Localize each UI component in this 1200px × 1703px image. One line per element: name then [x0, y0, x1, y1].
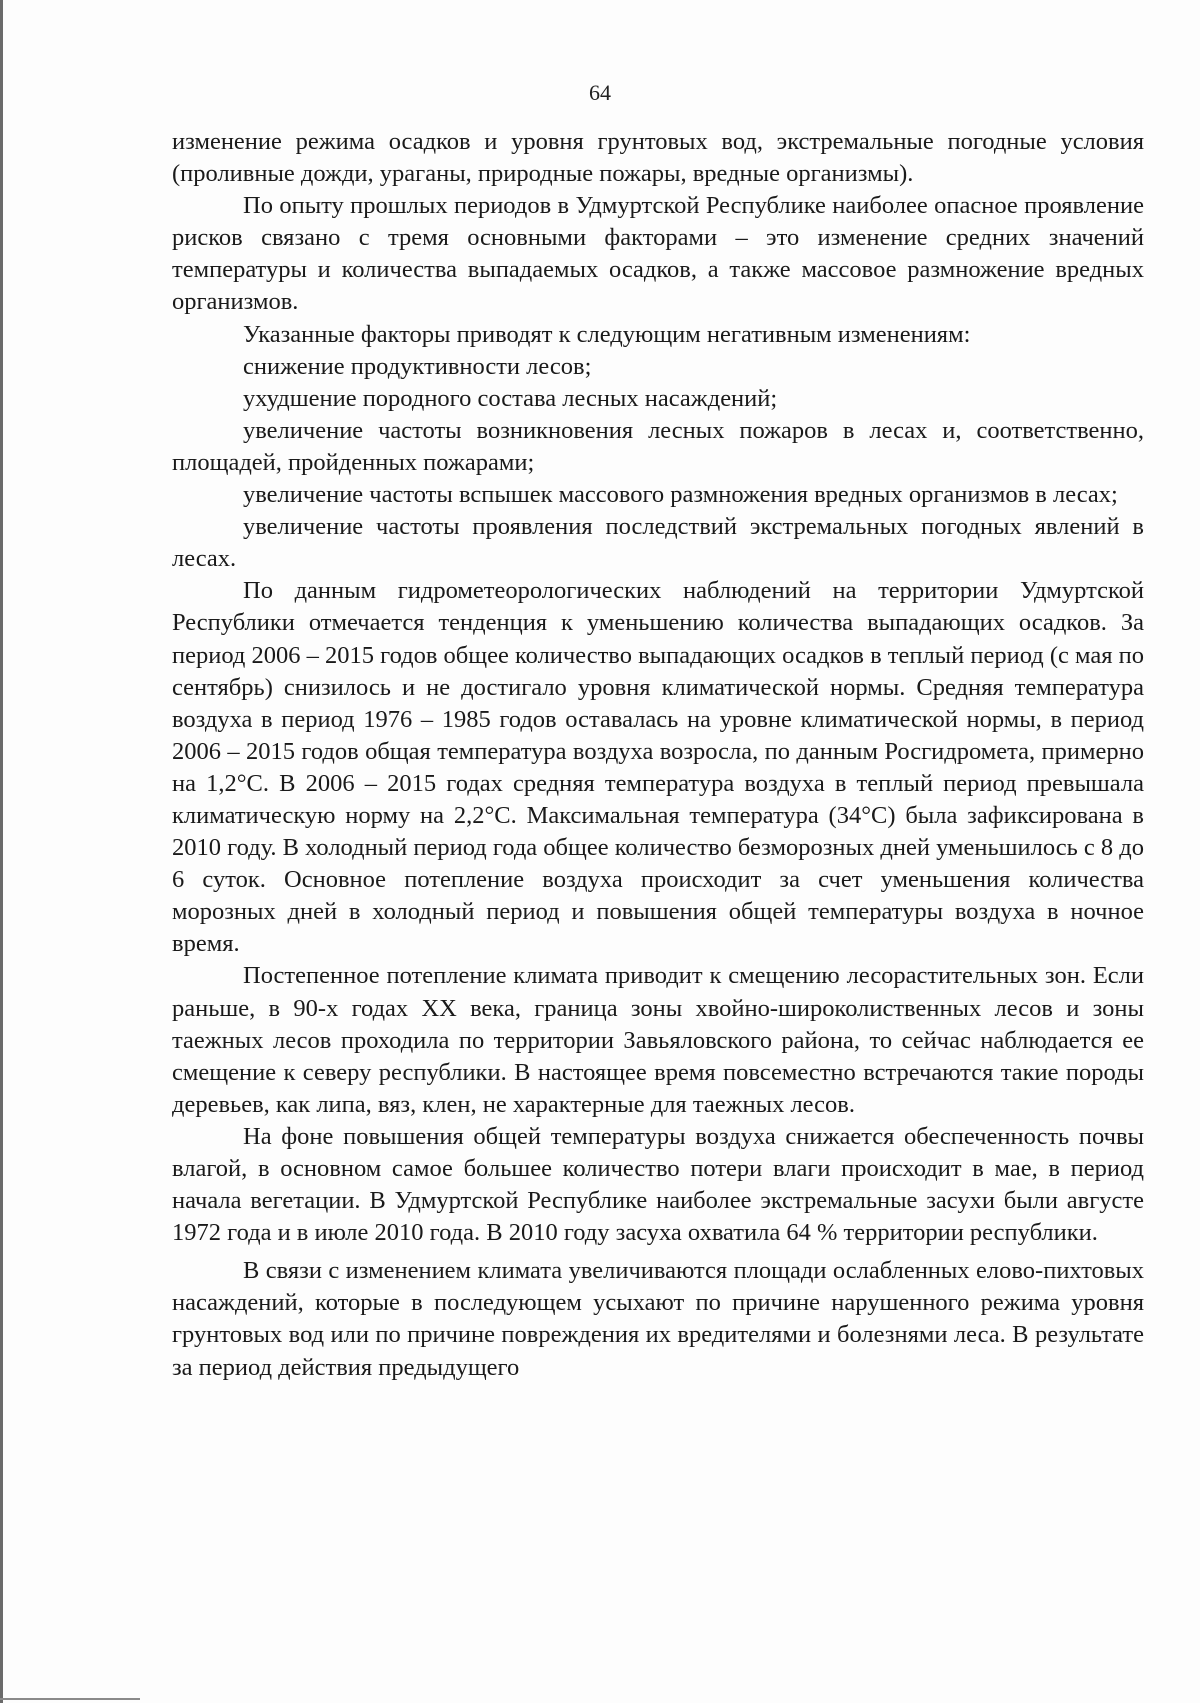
paragraph: По данным гидрометеорологических наблюдений на территории Удмуртской Республики отмечается тенденция к уменьшению количества выпадающих осадков. За период 2006 – 2015 годов общее количество выпадающих осадков в теплый период (с мая по сентябрь) снизилось и не достигало уровня климатической нормы. Средняя температура воздуха в период 1976 – 1985 годов оставалась на уровне климатической нормы, в период 2006 – 2015 годов общая температура воздуха возросла, по данным Росгидромета, примерно на 1,2°С. В 2006 – 2015 годах средняя температура воздуха в теплый период превышала климатическую норму на 2,2°С. Максимальная температура (34°С) была зафиксирована в 2010 году. В холодный период года общее количество безморозных дней уменьшилось с 8 до 6 суток. Основное потепление воздуха происходит за счет уменьшения количества морозных дней в холодный период и повышения общей температуры воздуха в ночное время.: [172, 577, 1144, 958]
paragraph: изменение режима осадков и уровня грунтовых вод, экстремальные погодные условия (проливные дожди, ураганы, природные пожары, вредные организмы).: [172, 128, 1144, 188]
paragraph: Указанные факторы приводят к следующим негативным изменениям:: [243, 320, 971, 348]
paragraph: В связи с изменением климата увеличиваются площади ослабленных елово-пихтовых насаждений, которые в последующем усыхают по причине нарушенного режима уровня грунтовых вод или по причине повреждения их вредителями и болезнями леса. В результате за период действия предыдущего: [172, 1257, 1144, 1381]
scan-edge-left: [0, 0, 3, 1703]
body-text: [172, 126, 1144, 1384]
list-item: увеличение частоты проявления последствий экстремальных погодных явлений в лесах.: [172, 513, 1144, 573]
paragraph: На фоне повышения общей температуры воздуха снижается обеспеченность почвы влагой, в основном самое большее количество потери влаги происходит в мае, в период начала вегетации. В Удмуртской Республике наиболее экстремальные засухи были августе 1972 года и в июле 2010 года. В 2010 году засуха охватила 64 % территории республики.: [172, 1122, 1144, 1247]
page-number: 64: [589, 80, 611, 105]
list-item: снижение продуктивности лесов;: [243, 352, 592, 380]
scan-edge-bottom: [0, 1698, 140, 1700]
list-item: ухудшение породного состава лесных насаждений;: [243, 384, 778, 412]
list-item: увеличение частоты возникновения лесных пожаров в лесах и, соответственно, площадей, пройденных пожарами;: [172, 416, 1144, 476]
paragraph: По опыту прошлых периодов в Удмуртской Республике наиболее опасное проявление рисков связано с тремя основными факторами – это изменение средних значений температуры и количества выпадаемых осадков, а также массовое размножение вредных организмов.: [172, 192, 1144, 316]
list-item: увеличение частоты вспышек массового размножения вредных организмов в лесах;: [243, 481, 1118, 509]
paragraph: Постепенное потепление климата приводит к смещению лесорастительных зон. Если раньше, в 90-х годах XX века, граница зоны хвойно-широколиственных лесов и зоны таежных лесов проходила по территории Завьяловского района, то сейчас наблюдается ее смещение к северу республики. В настоящее время повсеместно встречаются такие породы деревьев, как липа, вяз, клен, не характерные для таежных лесов.: [172, 962, 1144, 1118]
